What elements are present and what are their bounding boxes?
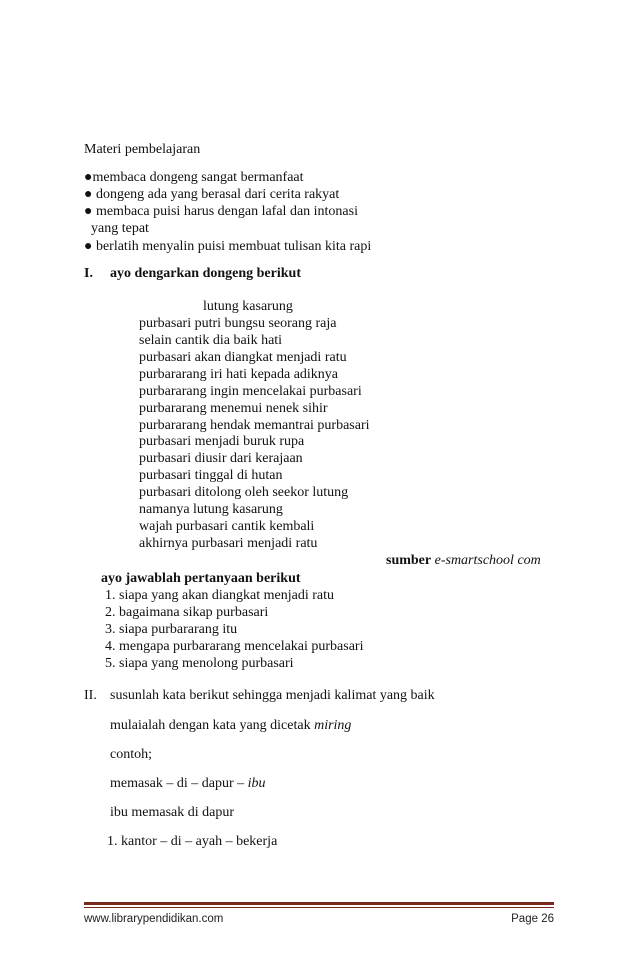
- section-1-title: ayo dengarkan dongeng berikut: [110, 266, 301, 281]
- questions-title: ayo jawablah pertanyaan berikut: [101, 571, 301, 586]
- footer-rule-thin: [84, 907, 554, 908]
- story-line: purbasari diusir dari kerajaan: [139, 451, 303, 466]
- instruction-text: mulaialah dengan kata yang dicetak: [110, 718, 315, 733]
- story-line: akhirnya purbasari menjadi ratu: [139, 536, 318, 551]
- story-line: purbararang hendak memantrai purbasari: [139, 418, 370, 433]
- footer-page-number: Page 26: [511, 913, 554, 925]
- story-title: lutung kasarung: [203, 299, 293, 314]
- bullet-item-continuation: yang tepat: [91, 221, 149, 236]
- source-citation: [386, 552, 541, 569]
- section-2-numeral: II.: [84, 688, 97, 703]
- bullet-item: ●membaca dongeng sangat bermanfaat: [84, 170, 304, 185]
- footer-url: www.librarypendidikan.com: [84, 913, 224, 925]
- bullet-item: ● dongeng ada yang berasal dari cerita rakyat: [84, 187, 340, 202]
- story-line: purbararang menemui nenek sihir: [139, 401, 328, 416]
- question-item: 2. bagaimana sikap purbasari: [105, 605, 269, 620]
- story-line: purbasari tinggal di hutan: [139, 468, 283, 483]
- story-line: purbasari menjadi buruk rupa: [139, 434, 305, 449]
- source-value: e-smartschool com: [434, 553, 541, 568]
- example-words: [110, 775, 266, 792]
- example-answer: ibu memasak di dapur: [110, 805, 235, 820]
- question-item: 4. mengapa purbararang mencelakai purbasari: [105, 639, 364, 654]
- story-line: purbasari akan diangkat menjadi ratu: [139, 350, 347, 365]
- section-2-instruction: [110, 717, 351, 734]
- section-1-numeral: I.: [84, 266, 93, 281]
- bullet-item: ● membaca puisi harus dengan lafal dan intonasi: [84, 204, 358, 219]
- instruction-italic-word: miring: [314, 718, 352, 733]
- exercise-item: 1. kantor – di – ayah – bekerja: [107, 834, 278, 849]
- story-line: namanya lutung kasarung: [139, 502, 283, 517]
- source-label: sumber: [386, 553, 432, 568]
- example-label: contoh;: [110, 747, 152, 762]
- materials-heading: Materi pembelajaran: [84, 142, 201, 157]
- question-item: 3. siapa purbararang itu: [105, 622, 238, 637]
- bullet-item: ● berlatih menyalin puisi membuat tulisan kita rapi: [84, 239, 372, 254]
- story-line: purbasari ditolong oleh seekor lutung: [139, 485, 349, 500]
- example-italic-word: ibu: [247, 776, 266, 791]
- question-item: 1. siapa yang akan diangkat menjadi ratu: [105, 588, 334, 603]
- story-line: purbararang iri hati kepada adiknya: [139, 367, 339, 382]
- example-words-text: memasak – di – dapur –: [110, 776, 248, 791]
- question-item: 5. siapa yang menolong purbasari: [105, 656, 294, 671]
- story-line: selain cantik dia baik hati: [139, 333, 283, 348]
- story-line: wajah purbasari cantik kembali: [139, 519, 315, 534]
- story-line: purbararang ingin mencelakai purbasari: [139, 384, 362, 399]
- section-2-title: susunlah kata berikut sehingga menjadi kalimat yang baik: [110, 688, 435, 703]
- story-line: purbasari putri bungsu seorang raja: [139, 316, 337, 331]
- footer-rule-thick: [84, 902, 554, 905]
